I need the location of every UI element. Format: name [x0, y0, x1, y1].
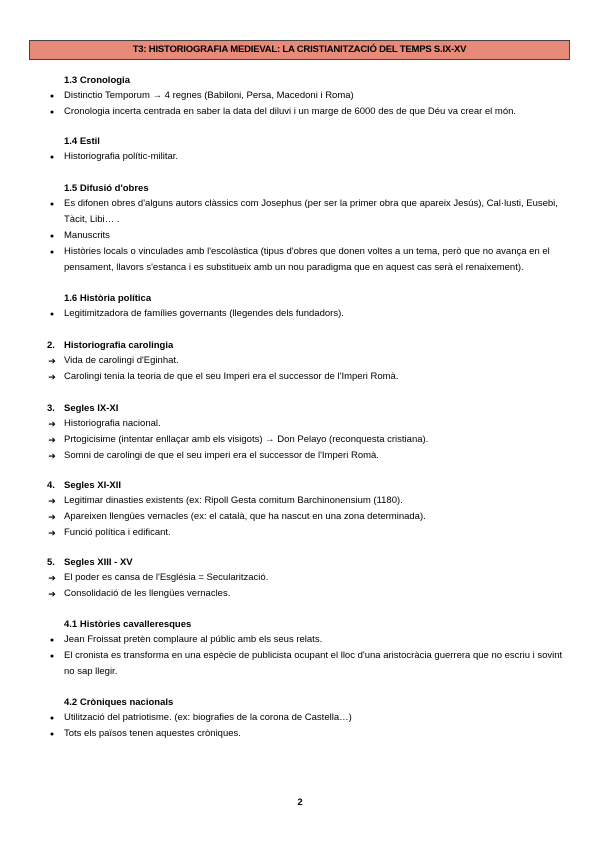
- list-item: ➔ Apareixen llengües vernacles (ex: el català, que ha nascut en una zona determinada).: [64, 509, 572, 525]
- bullet-icon: [46, 306, 58, 323]
- bullet-icon: [46, 632, 58, 649]
- document-title: T3: HISTORIOGRAFIA MEDIEVAL: LA CRISTIANITZACIÓ DEL TEMPS S.IX-XV: [132, 44, 467, 55]
- list-item: ● Legitimitzadora de famílies governants (llegendes dels fundadors).: [64, 306, 572, 322]
- list-item: ➔ Legitimar dinasties existents (ex: Ripoll Gesta comitum Barchinonensium (1180).: [64, 493, 572, 509]
- list-item: ● El cronista es transforma en una espècie de publicista ocupant el lloc d'una aristocràcia guerrera que no escriu i sovint no sap llegir.: [64, 648, 572, 680]
- section-heading-1-3: 1.3 Cronologia: [64, 75, 130, 86]
- bullet-icon: [46, 648, 58, 665]
- arrow-bullet-icon: [46, 448, 58, 465]
- arrow-bullet-icon: [46, 432, 58, 449]
- list-item: ➔ Carolingi tenia la teoria de que el seu Imperi era el successor de l'Imperi Romà.: [64, 369, 572, 385]
- list-item: ● Distinctio Temporum → 4 regnes (Babiloni, Persa, Macedoni i Roma): [64, 88, 572, 104]
- list-item: ● Tots els països tenen aquestes cròniques.: [64, 726, 572, 742]
- list-item: ➔ Vida de carolingi d'Eginhat.: [64, 353, 572, 369]
- section-heading-1-5: 1.5 Difusió d'obres: [64, 183, 149, 194]
- list-item: ● Manuscrits: [64, 228, 572, 244]
- section-heading-1-6: 1.6 Història política: [64, 293, 152, 304]
- arrow-bullet-icon: [46, 525, 58, 542]
- section-heading-2: 2. Historiografia carolingia: [47, 340, 174, 351]
- bullet-icon: [46, 104, 58, 121]
- list-item: ➔ Consolidació de les llengües vernacles.: [64, 586, 572, 602]
- list-item: ➔ Funció política i edificant.: [64, 525, 572, 541]
- list-item: ➔ El poder es cansa de l'Església = Secularització.: [64, 570, 572, 586]
- bullet-icon: [46, 244, 58, 261]
- section-heading-4: 4. Segles XI-XII: [47, 480, 122, 491]
- section-heading-3: 3. Segles IX-XI: [47, 403, 119, 414]
- section-heading-1-4: 1.4 Estil: [64, 136, 100, 147]
- arrow-bullet-icon: [46, 353, 58, 370]
- arrow-bullet-icon: [46, 509, 58, 526]
- bullet-icon: [46, 149, 58, 166]
- section-heading-5: 5. Segles XIII - XV: [47, 557, 133, 568]
- list-item: ➔ Prtogicisime (intentar enllaçar amb els visigots) → Don Pelayo (reconquesta cristiana).: [64, 432, 572, 448]
- list-item: ● Es difonen obres d'alguns autors clàssics com Josephus (per ser la primer obra que apareix Jesús), Cal·lusti, Eusebi, Tàcit, Libi… .: [64, 196, 572, 228]
- arrow-bullet-icon: [46, 586, 58, 603]
- bullet-icon: [46, 196, 58, 213]
- list-item: ● Històries locals o vinculades amb l'escolàstica (tipus d'obres que donen voltes a un tema, però que no avança en el pensament, llavors s'estanca i es substitueix amb un nou paradigma que en aquest cas serà el renaixement).: [64, 244, 572, 276]
- section-heading-4-2: 4.2 Cròniques nacionals: [64, 697, 174, 708]
- list-item: ● Cronologia incerta centrada en saber la data del diluvi i un marge de 6000 des de que Déu va crear el món.: [64, 104, 572, 120]
- bullet-icon: [46, 88, 58, 105]
- arrow-bullet-icon: [46, 416, 58, 433]
- arrow-bullet-icon: [46, 570, 58, 587]
- page-number: 2: [297, 797, 303, 808]
- list-item: ● Utilització del patriotisme. (ex: biografies de la corona de Castella…): [64, 710, 572, 726]
- arrow-bullet-icon: [46, 493, 58, 510]
- arrow-bullet-icon: [46, 369, 58, 386]
- list-item: ➔ Somni de carolingi de que el seu imperi era el successor de l'Imperi Romà.: [64, 448, 572, 464]
- bullet-icon: [46, 228, 58, 245]
- list-item: ➔ Historiografia nacional.: [64, 416, 572, 432]
- section-heading-4-1: 4.1 Històries cavalleresques: [64, 619, 192, 630]
- bullet-icon: [46, 726, 58, 743]
- bullet-icon: [46, 710, 58, 727]
- list-item: ● Historiografia polític-militar.: [64, 149, 572, 165]
- document-title-banner: [29, 40, 570, 60]
- list-item: ● Jean Froissat pretèn complaure al públic amb els seus relats.: [64, 632, 572, 648]
